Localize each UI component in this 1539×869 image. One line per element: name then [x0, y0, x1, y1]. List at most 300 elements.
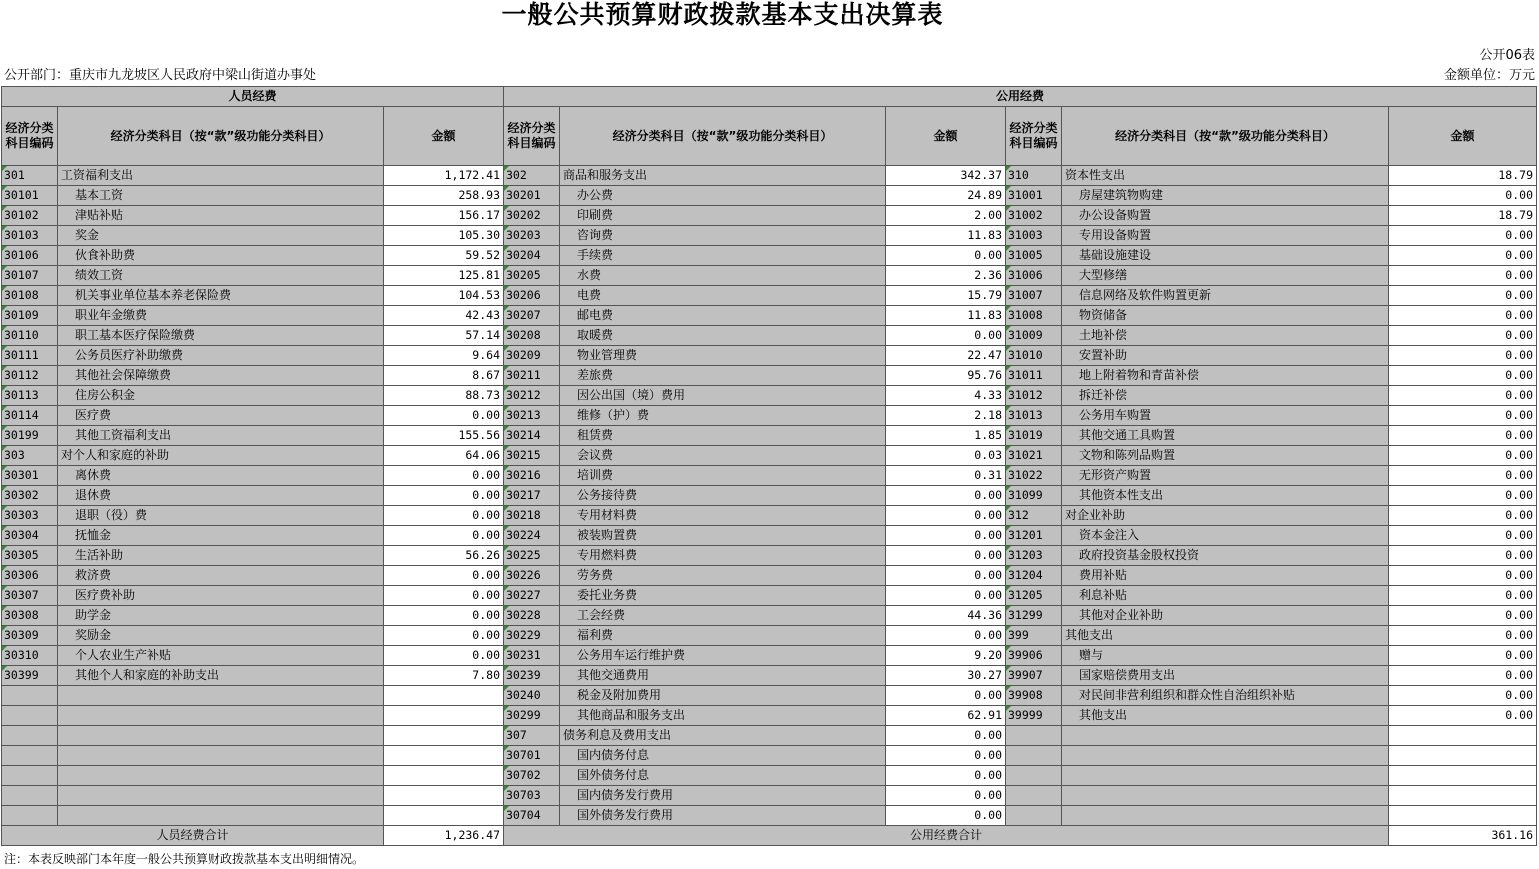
- economic-code-cell: 31006: [1006, 266, 1062, 286]
- category-name-cell: [58, 686, 384, 706]
- public-total-amount: 361.16: [1389, 826, 1537, 846]
- amount-cell: 0.00: [1389, 386, 1537, 406]
- amount-cell: [1389, 786, 1537, 806]
- table-row: [2, 426, 1537, 446]
- amount-cell: 11.83: [886, 226, 1006, 246]
- amount-cell: 42.43: [384, 306, 504, 326]
- category-name-cell: 会议费: [560, 446, 886, 466]
- category-name-cell: 委托业务费: [560, 586, 886, 606]
- amount-cell: 0.31: [886, 466, 1006, 486]
- category-name-cell: 其他个人和家庭的补助支出: [58, 666, 384, 686]
- category-name-cell: 物资储备: [1062, 306, 1389, 326]
- economic-code-cell: 31002: [1006, 206, 1062, 226]
- amount-cell: 0.00: [1389, 406, 1537, 426]
- table-row: [2, 786, 1537, 806]
- category-name-cell: 对企业补助: [1062, 506, 1389, 526]
- category-name-cell: 抚恤金: [58, 526, 384, 546]
- category-name-cell: 因公出国（境）费用: [560, 386, 886, 406]
- economic-code-cell: [2, 686, 58, 706]
- amount-cell: [1389, 746, 1537, 766]
- category-name-cell: 水费: [560, 266, 886, 286]
- amount-cell: 0.00: [1389, 226, 1537, 246]
- economic-code-cell: 30701: [504, 746, 560, 766]
- amount-cell: 59.52: [384, 246, 504, 266]
- category-name-cell: [1062, 726, 1389, 746]
- category-name-cell: 其他工资福利支出: [58, 426, 384, 446]
- category-name-cell: 公务用车购置: [1062, 406, 1389, 426]
- economic-code-cell: 30224: [504, 526, 560, 546]
- amount-cell: 0.00: [384, 466, 504, 486]
- table-note: 注：本表反映部门本年度一般公共预算财政拨款基本支出明细情况。: [4, 852, 365, 866]
- category-name-cell: 资本金注入: [1062, 526, 1389, 546]
- economic-code-cell: 30704: [504, 806, 560, 826]
- economic-code-cell: 31021: [1006, 446, 1062, 466]
- table-row: [2, 246, 1537, 266]
- economic-code-cell: 30218: [504, 506, 560, 526]
- category-name-cell: 房屋建筑物购建: [1062, 186, 1389, 206]
- category-name-cell: 职工基本医疗保险缴费: [58, 326, 384, 346]
- amount-cell: 0.00: [886, 686, 1006, 706]
- economic-code-cell: 30226: [504, 566, 560, 586]
- group-header-personnel: 人员经费: [2, 87, 504, 107]
- unit-label: 金额单位：万元: [1443, 68, 1535, 83]
- amount-cell: 15.79: [886, 286, 1006, 306]
- economic-code-cell: 307: [504, 726, 560, 746]
- table-row: [2, 666, 1537, 686]
- economic-code-cell: 30229: [504, 626, 560, 646]
- category-name-cell: 资本性支出: [1062, 166, 1389, 186]
- amount-cell: 11.83: [886, 306, 1006, 326]
- economic-code-cell: 30114: [2, 406, 58, 426]
- economic-code-cell: 30112: [2, 366, 58, 386]
- amount-cell: 0.00: [384, 526, 504, 546]
- economic-code-cell: 31299: [1006, 606, 1062, 626]
- category-name-cell: 被装购置费: [560, 526, 886, 546]
- economic-code-cell: 30301: [2, 466, 58, 486]
- category-name-cell: 医疗费补助: [58, 586, 384, 606]
- amount-cell: 18.79: [1389, 206, 1537, 226]
- category-name-cell: 公务接待费: [560, 486, 886, 506]
- category-name-cell: 地上附着物和青苗补偿: [1062, 366, 1389, 386]
- category-name-cell: 对个人和家庭的补助: [58, 446, 384, 466]
- category-name-cell: 维修（护）费: [560, 406, 886, 426]
- amount-cell: 0.00: [1389, 506, 1537, 526]
- category-name-cell: 个人农业生产补贴: [58, 646, 384, 666]
- category-name-cell: 大型修缮: [1062, 266, 1389, 286]
- amount-cell: 0.00: [1389, 326, 1537, 346]
- amount-cell: 88.73: [384, 386, 504, 406]
- table-row: [2, 346, 1537, 366]
- amount-cell: [384, 806, 504, 826]
- economic-code-cell: 39908: [1006, 686, 1062, 706]
- economic-code-cell: 301: [2, 166, 58, 186]
- category-name-cell: 国内债务发行费用: [560, 786, 886, 806]
- amount-cell: 1.85: [886, 426, 1006, 446]
- economic-code-cell: 30202: [504, 206, 560, 226]
- amount-cell: [384, 746, 504, 766]
- amount-cell: 0.00: [886, 546, 1006, 566]
- category-name-cell: 其他交通费用: [560, 666, 886, 686]
- amount-cell: 258.93: [384, 186, 504, 206]
- category-name-cell: [58, 766, 384, 786]
- amount-cell: 22.47: [886, 346, 1006, 366]
- table-row: [2, 206, 1537, 226]
- economic-code-cell: 31005: [1006, 246, 1062, 266]
- economic-code-cell: 30213: [504, 406, 560, 426]
- amount-cell: 62.91: [886, 706, 1006, 726]
- category-name-cell: 职业年金缴费: [58, 306, 384, 326]
- amount-cell: 0.00: [1389, 286, 1537, 306]
- amount-cell: 0.00: [886, 506, 1006, 526]
- category-name-cell: 国内债务付息: [560, 746, 886, 766]
- category-name-cell: 其他资本性支出: [1062, 486, 1389, 506]
- col-header-code: 经济分类科目编码: [504, 107, 560, 166]
- group-header-public: 公用经费: [504, 87, 1537, 107]
- amount-cell: 0.00: [1389, 566, 1537, 586]
- amount-cell: 8.67: [384, 366, 504, 386]
- economic-code-cell: 30299: [504, 706, 560, 726]
- department-label: 公开部门：重庆市九龙坡区人民政府中梁山街道办事处: [4, 68, 317, 83]
- amount-cell: 0.00: [1389, 606, 1537, 626]
- economic-code-cell: 30106: [2, 246, 58, 266]
- category-name-cell: 债务利息及费用支出: [560, 726, 886, 746]
- amount-cell: [384, 786, 504, 806]
- col-header-code: 经济分类科目编码: [2, 107, 58, 166]
- category-name-cell: 助学金: [58, 606, 384, 626]
- amount-cell: 0.00: [1389, 426, 1537, 446]
- category-name-cell: 住房公积金: [58, 386, 384, 406]
- category-name-cell: 津贴补贴: [58, 206, 384, 226]
- economic-code-cell: 30310: [2, 646, 58, 666]
- amount-cell: 0.00: [1389, 586, 1537, 606]
- table-row: [2, 486, 1537, 506]
- economic-code-cell: 30231: [504, 646, 560, 666]
- category-name-cell: 工资福利支出: [58, 166, 384, 186]
- economic-code-cell: 30216: [504, 466, 560, 486]
- col-header-amount: 金额: [384, 107, 504, 166]
- category-name-cell: 其他支出: [1062, 626, 1389, 646]
- economic-code-cell: 31001: [1006, 186, 1062, 206]
- table-row: [2, 586, 1537, 606]
- category-name-cell: 医疗费: [58, 406, 384, 426]
- economic-code-cell: 30108: [2, 286, 58, 306]
- amount-cell: [384, 766, 504, 786]
- amount-cell: 0.00: [886, 326, 1006, 346]
- economic-code-cell: [1006, 766, 1062, 786]
- category-name-cell: [1062, 766, 1389, 786]
- economic-code-cell: 30111: [2, 346, 58, 366]
- table-body: [2, 166, 1537, 826]
- economic-code-cell: 31099: [1006, 486, 1062, 506]
- economic-code-cell: 30303: [2, 506, 58, 526]
- category-name-cell: 基本工资: [58, 186, 384, 206]
- category-name-cell: 赠与: [1062, 646, 1389, 666]
- economic-code-cell: [1006, 786, 1062, 806]
- category-name-cell: 其他交通工具购置: [1062, 426, 1389, 446]
- economic-code-cell: 30113: [2, 386, 58, 406]
- category-name-cell: 差旅费: [560, 366, 886, 386]
- economic-code-cell: 31011: [1006, 366, 1062, 386]
- economic-code-cell: 30101: [2, 186, 58, 206]
- category-name-cell: 退职（役）费: [58, 506, 384, 526]
- category-name-cell: 办公设备购置: [1062, 206, 1389, 226]
- economic-code-cell: 30204: [504, 246, 560, 266]
- economic-code-cell: 30239: [504, 666, 560, 686]
- table-row: [2, 406, 1537, 426]
- table-row: [2, 706, 1537, 726]
- category-name-cell: 培训费: [560, 466, 886, 486]
- table-row: [2, 686, 1537, 706]
- category-name-cell: 取暖费: [560, 326, 886, 346]
- category-name-cell: 费用补贴: [1062, 566, 1389, 586]
- category-name-cell: 国外债务付息: [560, 766, 886, 786]
- amount-cell: [1389, 766, 1537, 786]
- category-name-cell: 手续费: [560, 246, 886, 266]
- category-name-cell: [58, 746, 384, 766]
- economic-code-cell: 31012: [1006, 386, 1062, 406]
- amount-cell: 0.00: [1389, 306, 1537, 326]
- category-name-cell: [58, 706, 384, 726]
- economic-code-cell: 30205: [504, 266, 560, 286]
- col-header-name: 经济分类科目（按“款”级功能分类科目）: [560, 107, 886, 166]
- amount-cell: 0.00: [1389, 646, 1537, 666]
- economic-code-cell: 30305: [2, 546, 58, 566]
- amount-cell: 0.00: [1389, 546, 1537, 566]
- category-name-cell: 劳务费: [560, 566, 886, 586]
- category-name-cell: 邮电费: [560, 306, 886, 326]
- amount-cell: 57.14: [384, 326, 504, 346]
- category-name-cell: 奖励金: [58, 626, 384, 646]
- amount-cell: 0.00: [886, 766, 1006, 786]
- amount-cell: 18.79: [1389, 166, 1537, 186]
- economic-code-cell: 31201: [1006, 526, 1062, 546]
- category-name-cell: 离休费: [58, 466, 384, 486]
- personnel-total-amount: 1,236.47: [384, 826, 504, 846]
- amount-cell: 0.00: [1389, 626, 1537, 646]
- amount-cell: 4.33: [886, 386, 1006, 406]
- table-row: [2, 646, 1537, 666]
- economic-code-cell: 30702: [504, 766, 560, 786]
- table-row: [2, 306, 1537, 326]
- page-title: 一般公共预算财政拨款基本支出决算表: [501, 0, 944, 29]
- category-name-cell: 专用设备购置: [1062, 226, 1389, 246]
- category-name-cell: 印刷费: [560, 206, 886, 226]
- economic-code-cell: 31203: [1006, 546, 1062, 566]
- amount-cell: 24.89: [886, 186, 1006, 206]
- amount-cell: 125.81: [384, 266, 504, 286]
- amount-cell: 0.00: [1389, 446, 1537, 466]
- category-name-cell: 奖金: [58, 226, 384, 246]
- category-name-cell: 公务员医疗补助缴费: [58, 346, 384, 366]
- table-row: [2, 266, 1537, 286]
- total-row: [2, 826, 1537, 846]
- economic-code-cell: 31013: [1006, 406, 1062, 426]
- table-row: [2, 506, 1537, 526]
- category-name-cell: 办公费: [560, 186, 886, 206]
- category-name-cell: [1062, 746, 1389, 766]
- amount-cell: 0.00: [384, 486, 504, 506]
- economic-code-cell: 39999: [1006, 706, 1062, 726]
- category-name-cell: 伙食补助费: [58, 246, 384, 266]
- amount-cell: [384, 726, 504, 746]
- table-row: [2, 626, 1537, 646]
- category-name-cell: 税金及附加费用: [560, 686, 886, 706]
- amount-cell: 0.00: [886, 586, 1006, 606]
- category-name-cell: 对民间非营利组织和群众性自治组织补贴: [1062, 686, 1389, 706]
- expenditure-table: [1, 86, 1537, 846]
- economic-code-cell: 30102: [2, 206, 58, 226]
- economic-code-cell: 30206: [504, 286, 560, 306]
- category-name-cell: 政府投资基金股权投资: [1062, 546, 1389, 566]
- economic-code-cell: 30207: [504, 306, 560, 326]
- economic-code-cell: 30208: [504, 326, 560, 346]
- category-name-cell: 商品和服务支出: [560, 166, 886, 186]
- amount-cell: 9.64: [384, 346, 504, 366]
- economic-code-cell: 30227: [504, 586, 560, 606]
- economic-code-cell: 31010: [1006, 346, 1062, 366]
- amount-cell: 0.00: [1389, 466, 1537, 486]
- category-name-cell: [58, 806, 384, 826]
- category-name-cell: 专用燃料费: [560, 546, 886, 566]
- category-name-cell: 其他社会保障缴费: [58, 366, 384, 386]
- category-name-cell: 基础设施建设: [1062, 246, 1389, 266]
- economic-code-cell: [2, 766, 58, 786]
- table-row: [2, 746, 1537, 766]
- table-row: [2, 546, 1537, 566]
- amount-cell: 56.26: [384, 546, 504, 566]
- economic-code-cell: 30211: [504, 366, 560, 386]
- economic-code-cell: 31009: [1006, 326, 1062, 346]
- economic-code-cell: 30209: [504, 346, 560, 366]
- category-name-cell: 物业管理费: [560, 346, 886, 366]
- economic-code-cell: 30304: [2, 526, 58, 546]
- economic-code-cell: 30225: [504, 546, 560, 566]
- table-number: 公开06表: [1479, 48, 1535, 63]
- col-header-name: 经济分类科目（按“款”级功能分类科目）: [1062, 107, 1389, 166]
- amount-cell: 0.00: [1389, 526, 1537, 546]
- category-name-cell: [1062, 786, 1389, 806]
- amount-cell: 0.00: [384, 406, 504, 426]
- col-header-amount: 金额: [1389, 107, 1537, 166]
- economic-code-cell: 30309: [2, 626, 58, 646]
- economic-code-cell: 31204: [1006, 566, 1062, 586]
- economic-code-cell: 30399: [2, 666, 58, 686]
- economic-code-cell: 31019: [1006, 426, 1062, 446]
- category-name-cell: 国家赔偿费用支出: [1062, 666, 1389, 686]
- economic-code-cell: 31007: [1006, 286, 1062, 306]
- economic-code-cell: 31003: [1006, 226, 1062, 246]
- economic-code-cell: 30103: [2, 226, 58, 246]
- amount-cell: 30.27: [886, 666, 1006, 686]
- amount-cell: 0.00: [886, 626, 1006, 646]
- category-name-cell: 土地补偿: [1062, 326, 1389, 346]
- amount-cell: 0.00: [384, 586, 504, 606]
- public-total-label: 公用经费合计: [504, 826, 1389, 846]
- amount-cell: 0.00: [384, 606, 504, 626]
- category-name-cell: 其他支出: [1062, 706, 1389, 726]
- economic-code-cell: 303: [2, 446, 58, 466]
- economic-code-cell: 30199: [2, 426, 58, 446]
- category-name-cell: [1062, 806, 1389, 826]
- amount-cell: 9.20: [886, 646, 1006, 666]
- category-name-cell: 咨询费: [560, 226, 886, 246]
- category-name-cell: 其他对企业补助: [1062, 606, 1389, 626]
- economic-code-cell: 30308: [2, 606, 58, 626]
- amount-cell: 155.56: [384, 426, 504, 446]
- amount-cell: 0.03: [886, 446, 1006, 466]
- amount-cell: 0.00: [1389, 486, 1537, 506]
- economic-code-cell: 30307: [2, 586, 58, 606]
- economic-code-cell: [1006, 746, 1062, 766]
- economic-code-cell: [2, 806, 58, 826]
- economic-code-cell: [2, 746, 58, 766]
- amount-cell: [384, 706, 504, 726]
- economic-code-cell: 30240: [504, 686, 560, 706]
- economic-code-cell: 30217: [504, 486, 560, 506]
- table-row: [2, 766, 1537, 786]
- category-name-cell: 利息补贴: [1062, 586, 1389, 606]
- category-name-cell: 专用材料费: [560, 506, 886, 526]
- table-row: [2, 386, 1537, 406]
- amount-cell: 0.00: [384, 506, 504, 526]
- economic-code-cell: 31008: [1006, 306, 1062, 326]
- amount-cell: 0.00: [886, 486, 1006, 506]
- amount-cell: 0.00: [886, 786, 1006, 806]
- personnel-total-label: 人员经费合计: [2, 826, 384, 846]
- table-row: [2, 326, 1537, 346]
- category-name-cell: 国外债务发行费用: [560, 806, 886, 826]
- category-name-cell: 拆迁补偿: [1062, 386, 1389, 406]
- economic-code-cell: [2, 726, 58, 746]
- category-name-cell: 生活补助: [58, 546, 384, 566]
- amount-cell: 2.00: [886, 206, 1006, 226]
- amount-cell: 0.00: [886, 806, 1006, 826]
- amount-cell: 0.00: [1389, 266, 1537, 286]
- economic-code-cell: 39906: [1006, 646, 1062, 666]
- amount-cell: 0.00: [1389, 686, 1537, 706]
- amount-cell: 156.17: [384, 206, 504, 226]
- amount-cell: 0.00: [384, 566, 504, 586]
- amount-cell: 0.00: [1389, 366, 1537, 386]
- table-row: [2, 806, 1537, 826]
- amount-cell: 0.00: [1389, 666, 1537, 686]
- amount-cell: 44.36: [886, 606, 1006, 626]
- col-header-amount: 金额: [886, 107, 1006, 166]
- economic-code-cell: 31022: [1006, 466, 1062, 486]
- amount-cell: 1,172.41: [384, 166, 504, 186]
- amount-cell: 0.00: [886, 726, 1006, 746]
- economic-code-cell: 30215: [504, 446, 560, 466]
- amount-cell: 0.00: [886, 746, 1006, 766]
- table-row: [2, 466, 1537, 486]
- economic-code-cell: 39907: [1006, 666, 1062, 686]
- economic-code-cell: 30107: [2, 266, 58, 286]
- category-name-cell: 救济费: [58, 566, 384, 586]
- table-row: [2, 606, 1537, 626]
- economic-code-cell: 310: [1006, 166, 1062, 186]
- amount-cell: 0.00: [1389, 186, 1537, 206]
- economic-code-cell: 30228: [504, 606, 560, 626]
- amount-cell: 0.00: [384, 626, 504, 646]
- amount-cell: 342.37: [886, 166, 1006, 186]
- category-name-cell: 信息网络及软件购置更新: [1062, 286, 1389, 306]
- table-row: [2, 186, 1537, 206]
- category-name-cell: 退休费: [58, 486, 384, 506]
- category-name-cell: 租赁费: [560, 426, 886, 446]
- economic-code-cell: 30302: [2, 486, 58, 506]
- economic-code-cell: [2, 786, 58, 806]
- amount-cell: 0.00: [384, 646, 504, 666]
